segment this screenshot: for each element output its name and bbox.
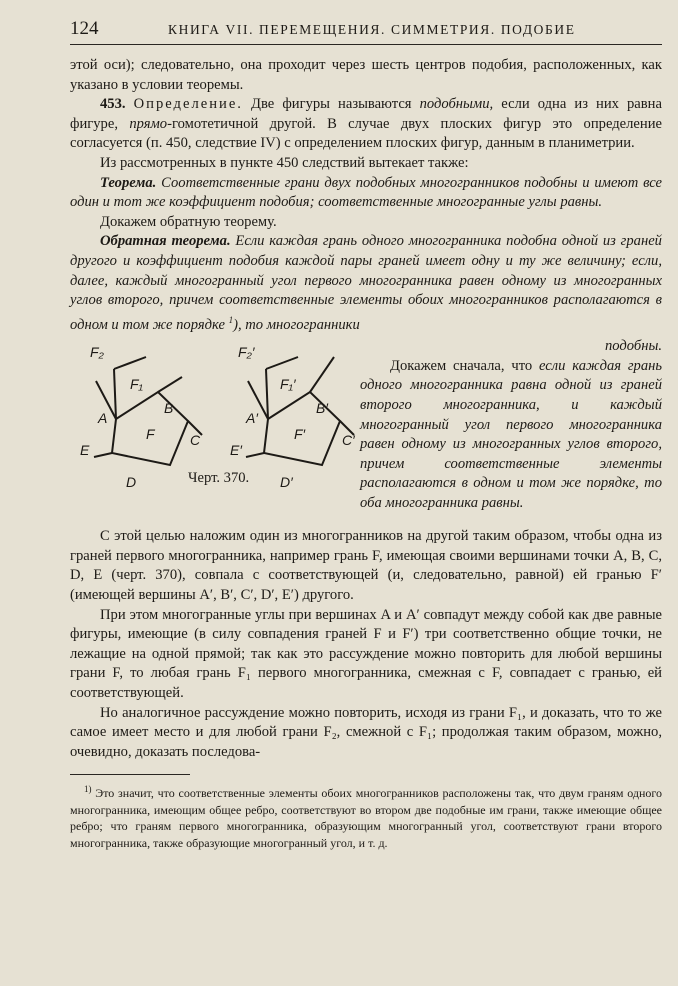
- paragraph-continuation: этой оси); следовательно, она проходит через шесть центров подобия, расположенных, как указано в условии теоремы.: [70, 57, 662, 93]
- edge-e-left: [94, 453, 112, 457]
- footnote-marker: 1): [84, 784, 92, 795]
- side-proof-claim: если каждая грань одного многогранника равна одной из граней второго многогранника, и каждый многогранный угол первого многогранника равен одному из многогранных углов второго, причем соответственные элементы располагаются в одном и том же порядке, то оба многогранника равны.: [360, 357, 663, 511]
- paragraph-superpose: С этой целью наложим один из многогранников на другой таким образом, чтобы одна из граней первого многогранника, например грань F, имеющая своими вершинами точки A, B, C, D, E (черт. 370), совпала с соответствующей (и, следовательно, равной) ей гранью F′ (имеющей вершины A′, B′, C′, D′, E′) другого.: [70, 528, 662, 603]
- edge-e-prime-left: [246, 453, 264, 457]
- footnote-ref: 1: [228, 314, 234, 325]
- definition-text-a: Две фигуры называются: [251, 96, 412, 113]
- theorem-text: Соответственные грани двух подобных многогранников подобны и имеют все один и тот же коэффициент подобия; соответственные многогранные углы равны.: [70, 174, 662, 211]
- side-converse-end: подобны.: [605, 338, 662, 355]
- edge-top-left: [114, 357, 146, 369]
- edge-a-up: [114, 369, 116, 419]
- paragraph-theorem: [70, 174, 662, 213]
- main-text: [70, 56, 662, 851]
- definition-text-e: -гомотетичной другой. В случае двух плоских фигур это определение согласуется (п. 450, следствие IV) с определением плоских фигур, данным в планиметрии.: [70, 115, 662, 152]
- label-f-prime: F′: [294, 426, 306, 443]
- definition-term: подобными,: [419, 96, 494, 113]
- label-b: B: [164, 400, 174, 417]
- paragraph-consequence: Из рассмотренных в пункте 450 следствий вытекает также:: [100, 154, 469, 171]
- side-text: [360, 337, 662, 527]
- paragraph-analogous: Но аналогичное рассуждение можно повторить, исходя из грани F₁, и доказать, что то же самое имеет место и для любой грани F₂, смежной с F₁; продолжая таким образом, можно, очевидно, доказать последова-: [70, 704, 662, 760]
- page-header: [70, 14, 662, 45]
- definition-text-c: если одна из них равна фигуре,: [70, 96, 662, 132]
- figure-row: [70, 337, 662, 527]
- figure-caption: Черт. 370.: [188, 470, 250, 487]
- footnote-body: Это значит, что соответственные элементы обоих многогранников расположены так, что двум граням одного многогранника, имеющим общее ребро, соответствуют во втором две подобные им грани, также имеющие общее ребро; что граням первого многогранника, образующим многогранный угол, соответствуют грани второго многогранника, также образующие многогранный угол, и т. д.: [70, 786, 663, 850]
- label-f1: F₁: [130, 376, 143, 393]
- side-proof-intro: Докажем сначала, что: [390, 357, 533, 374]
- label-a: A: [98, 410, 108, 427]
- label-e: E: [80, 442, 90, 459]
- paragraph-converse-theorem: [70, 232, 662, 335]
- definition-term-direct: прямо: [129, 115, 168, 132]
- theorem-heading: Теорема.: [100, 174, 157, 191]
- footnote-rule: [70, 774, 190, 775]
- label-c-prime: C′: [342, 432, 355, 449]
- definition-heading: Определение.: [133, 96, 243, 113]
- paragraph-prove-converse: Докажем обратную теорему.: [100, 213, 277, 230]
- page-number: 124: [70, 18, 99, 39]
- label-d: D: [126, 474, 137, 491]
- paragraph-vertices: При этом многогранные углы при вершинах A и A′ совпадут между собой как две равные фигуры, имеющие (в силу совпадения граней F и F′) три соответственно общие точки, не лежащие на одной прямой; так как это рассуждение можно повторить для любой вершины грани F, то любая грань F₁ первого многогранника, смежная с F, совпадает с гранью, ей соответствующей.: [70, 606, 662, 701]
- edge-a-prime-up: [266, 369, 268, 419]
- figure-370: [70, 337, 360, 527]
- label-f: F: [146, 426, 155, 443]
- label-e-prime: E′: [230, 442, 242, 459]
- converse-text: Если каждая грань одного многогранника подобна одной из граней другого и коэффициент подобия каждой пары граней имеет одну и ту же величину; если, далее, каждый многогранный угол первого многогранника равен одному из многогранных углов второго, причем соответственные элементы обоих многогранников располагаются в одном и том же порядке: [70, 233, 662, 333]
- edge-b-up: [158, 377, 182, 392]
- polyhedra-drawing: [70, 337, 360, 527]
- footnote: [70, 781, 662, 851]
- label-f2: F₂: [90, 344, 104, 361]
- label-a-prime: A′: [246, 410, 258, 427]
- edge-top-right: [266, 357, 298, 369]
- label-c: C: [190, 432, 201, 449]
- label-f2-prime: F₂′: [238, 344, 255, 361]
- footnote-text: [70, 781, 662, 851]
- section-number: 453.: [100, 96, 126, 113]
- label-b-prime: B′: [316, 400, 328, 417]
- side-proof: [360, 357, 662, 514]
- converse-tail: ), то многогранники: [233, 316, 360, 333]
- label-d-prime: D′: [280, 474, 293, 491]
- edge-b-prime-up: [310, 357, 334, 392]
- paragraph-definition: [70, 95, 662, 154]
- label-f1-prime: F₁′: [280, 376, 296, 393]
- running-title: КНИГА VII. ПЕРЕМЕЩЕНИЯ. СИММЕТРИЯ. ПОДОБИЕ: [168, 22, 576, 37]
- converse-heading: Обратная теорема.: [100, 233, 231, 250]
